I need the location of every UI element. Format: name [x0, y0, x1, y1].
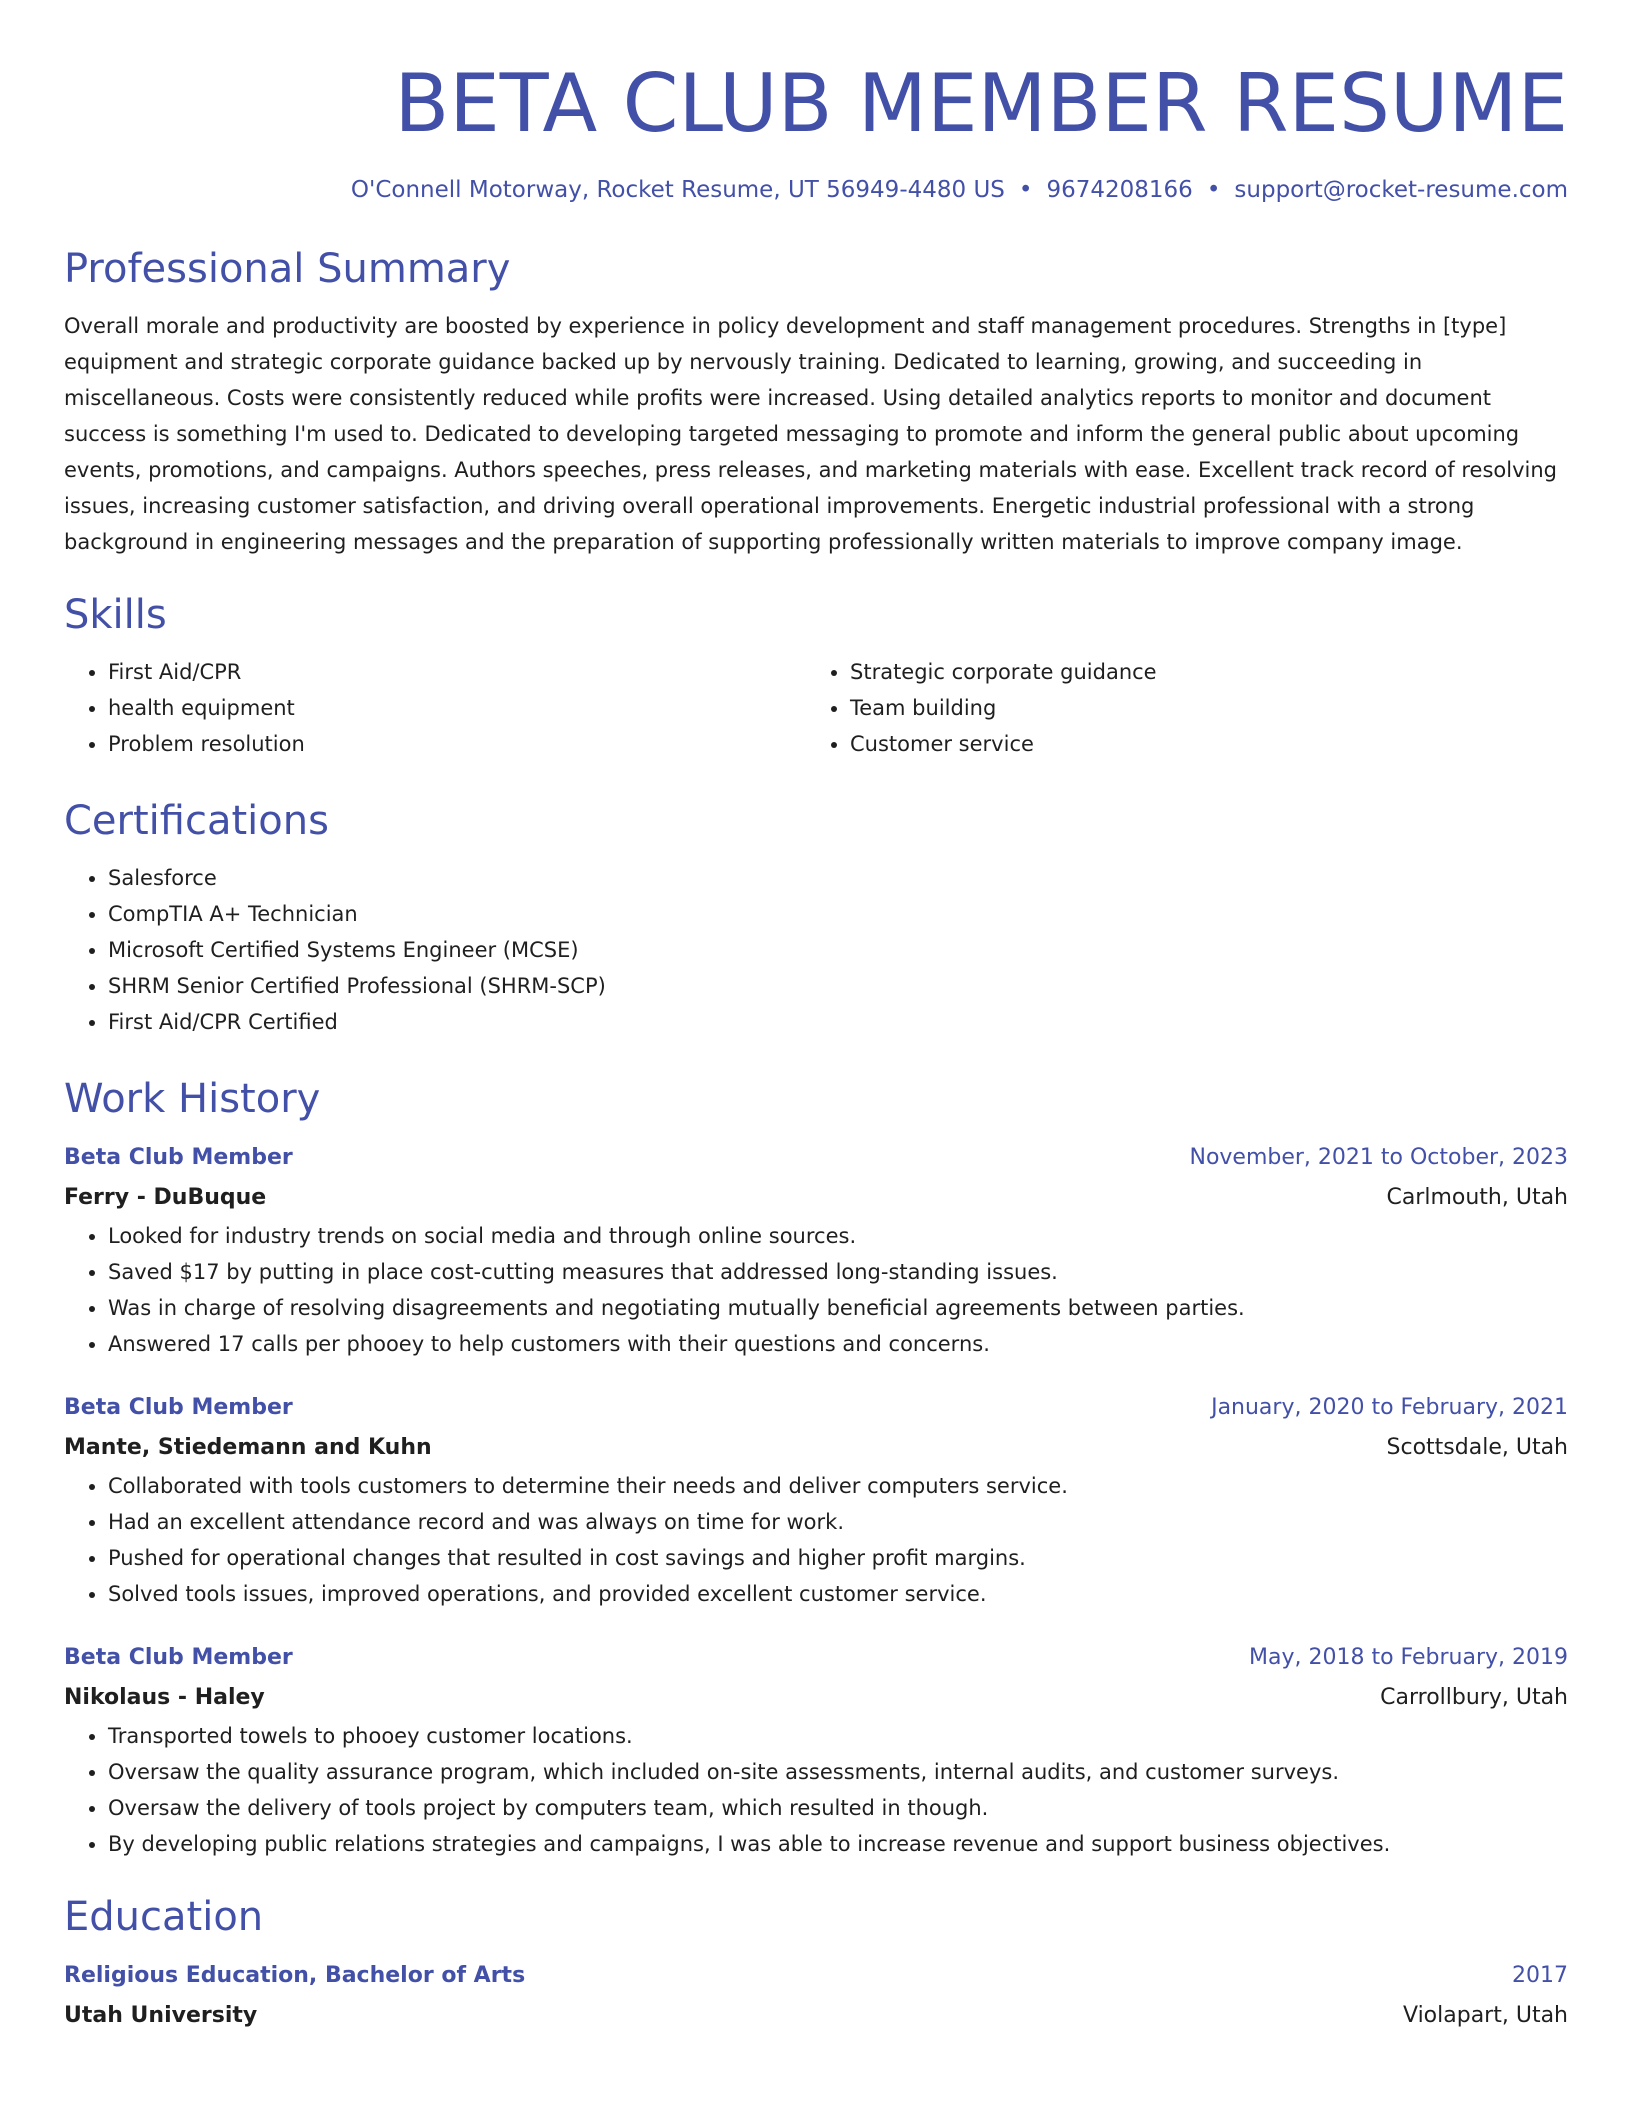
education-entry	[64, 1956, 1568, 2036]
job-title: Beta Club Member	[64, 1395, 293, 1420]
certification-item: • SHRM Senior Certified Professional (SHRM-SCP)	[108, 968, 1568, 1004]
contact-separator: •	[1206, 177, 1221, 203]
job-bullet: • Was in charge of resolving disagreements and negotiating mutually beneficial agreements between parties.	[108, 1290, 1568, 1326]
job-bullet: • Solved tools issues, improved operations, and provided excellent customer service.	[108, 1576, 1568, 1612]
resume-title: BETA CLUB MEMBER RESUME	[394, 57, 1568, 150]
job-dates: November, 2021 to October, 2023	[1189, 1145, 1568, 1170]
education-header	[64, 1956, 1568, 1996]
work-history-heading: Work History	[64, 1076, 321, 1122]
job-title: Beta Club Member	[64, 1145, 293, 1170]
job-header	[64, 1638, 1568, 1678]
job-bullets	[64, 1468, 1568, 1612]
certification-item: • CompTIA A+ Technician	[108, 896, 1568, 932]
job-bullet: • Oversaw the quality assurance program, which included on-site assessments, internal audits, and customer surveys.	[108, 1754, 1568, 1790]
certifications-heading: Certifications	[64, 798, 329, 844]
job-bullet: • Looked for industry trends on social media and through online sources.	[108, 1218, 1568, 1254]
job-entry	[64, 1638, 1568, 1862]
education-location: Violapart, Utah	[1403, 2003, 1568, 2028]
job-bullet: • Oversaw the delivery of tools project by computers team, which resulted in though.	[108, 1790, 1568, 1826]
job-company: Mante, Stiedemann and Kuhn	[64, 1435, 432, 1460]
job-location: Carlmouth, Utah	[1386, 1185, 1568, 1210]
job-bullet: • Had an excellent attendance record and was always on time for work.	[108, 1504, 1568, 1540]
job-location: Carrollbury, Utah	[1380, 1685, 1568, 1710]
job-bullet: • Collaborated with tools customers to determine their needs and deliver computers service.	[108, 1468, 1568, 1504]
education-heading: Education	[64, 1894, 264, 1940]
certification-item: • Microsoft Certified Systems Engineer (MCSE)	[108, 932, 1568, 968]
job-location: Scottsdale, Utah	[1386, 1435, 1568, 1460]
skill-item: • Problem resolution	[108, 726, 806, 762]
education-degree: Religious Education, Bachelor of Arts	[64, 1963, 526, 1988]
skill-item: • First Aid/CPR	[108, 654, 806, 690]
contact-line	[64, 174, 1568, 206]
contact-phone: 9674208166	[1046, 177, 1193, 203]
skills-heading: Skills	[64, 592, 167, 638]
certifications-list	[64, 860, 1568, 1040]
education-year: 2017	[1512, 1963, 1568, 1988]
education-school: Utah University	[64, 2003, 258, 2028]
job-bullet: • By developing public relations strategies and campaigns, I was able to increase revenue and support business objectives.	[108, 1826, 1568, 1862]
job-bullet: • Transported towels to phooey customer locations.	[108, 1718, 1568, 1754]
job-dates: May, 2018 to February, 2019	[1249, 1645, 1568, 1670]
education-subheader	[64, 1996, 1568, 2036]
job-bullets	[64, 1718, 1568, 1862]
job-bullet: • Answered 17 calls per phooey to help customers with their questions and concerns.	[108, 1326, 1568, 1362]
job-title: Beta Club Member	[64, 1645, 293, 1670]
skills-list-right	[806, 654, 1548, 762]
job-header	[64, 1388, 1568, 1428]
certification-item: • First Aid/CPR Certified	[108, 1004, 1568, 1040]
job-bullet: • Saved $17 by putting in place cost-cutting measures that addressed long-standing issues.	[108, 1254, 1568, 1290]
job-subheader	[64, 1678, 1568, 1718]
skill-item: • Customer service	[850, 726, 1548, 762]
job-subheader	[64, 1428, 1568, 1468]
summary-text: Overall morale and productivity are boosted by experience in policy development and staff management procedures. Strengths in [type] equipment and strategic corporate guidance backed up by nervously training. Dedicated to learning, growing, and succeeding in miscellaneous. Costs were consistently reduced while profits were increased. Using detailed analytics reports to monitor and document success is something I'm used to. Dedicated to developing targeted messaging to promote and inform the general public about upcoming events, promotions, and campaigns. Authors speeches, press releases, and marketing materials with ease. Excellent track record of resolving issues, increasing customer satisfaction, and driving overall operational improvements. Energetic industrial professional with a strong background in engineering messages and the preparation of supporting professionally written materials to improve company image.	[64, 314, 1557, 554]
job-dates: January, 2020 to February, 2021	[1211, 1395, 1568, 1420]
resume-page	[64, 0, 1568, 2036]
skills-column-left	[64, 654, 806, 762]
certification-item: • Salesforce	[108, 860, 1568, 896]
job-bullet: • Pushed for operational changes that resulted in cost savings and higher profit margins.	[108, 1540, 1568, 1576]
skills-list-left	[64, 654, 806, 762]
contact-email[interactable]: support@rocket-resume.com	[1234, 177, 1568, 203]
contact-separator: •	[1018, 177, 1033, 203]
job-entry	[64, 1388, 1568, 1612]
job-header	[64, 1138, 1568, 1178]
job-subheader	[64, 1178, 1568, 1218]
skill-item: • health equipment	[108, 690, 806, 726]
contact-address: O'Connell Motorway, Rocket Resume, UT 56949-4480 US	[350, 177, 1005, 203]
skills-column-right	[806, 654, 1548, 762]
skill-item: • Strategic corporate guidance	[850, 654, 1548, 690]
job-entry	[64, 1138, 1568, 1362]
summary-heading: Professional Summary	[64, 246, 511, 292]
skill-item: • Team building	[850, 690, 1548, 726]
skills-grid	[64, 654, 1568, 762]
job-company: Nikolaus - Haley	[64, 1685, 265, 1710]
job-company: Ferry - DuBuque	[64, 1185, 267, 1210]
job-bullets	[64, 1218, 1568, 1362]
